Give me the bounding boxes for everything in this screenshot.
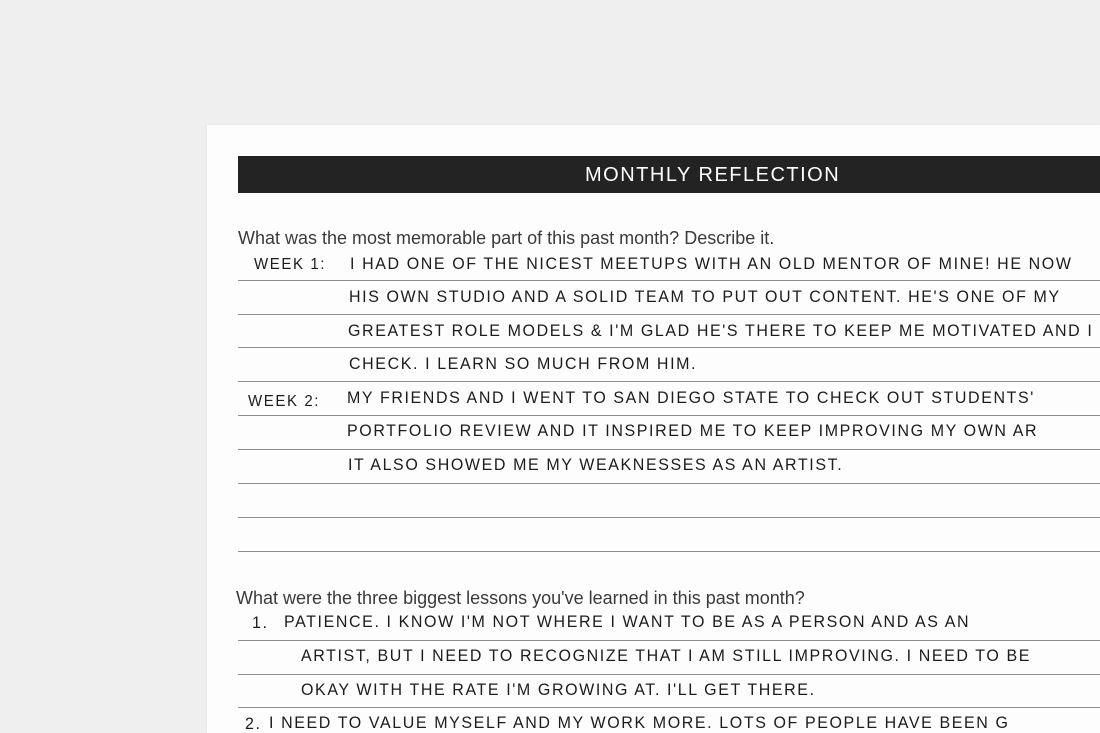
ruled-line	[238, 415, 1100, 416]
answer-line: PORTFOLIO REVIEW AND IT INSPIRED ME TO KEEP IMPROVING MY OWN AR	[347, 422, 1039, 441]
lesson-number: 2.	[245, 715, 262, 733]
answer-line: MY FRIENDS AND I WENT TO SAN DIEGO STATE TO CHECK OUT STUDENTS'	[347, 389, 1035, 408]
ruled-line	[238, 707, 1100, 708]
ruled-line	[238, 449, 1100, 450]
ruled-line	[238, 551, 1100, 552]
question-memorable: What was the most memorable part of this past month? Describe it.	[238, 228, 775, 248]
question-lessons: What were the three biggest lessons you've learned in this past month?	[236, 588, 805, 608]
answer-line: CHECK. I LEARN SO MUCH FROM HIM.	[349, 355, 698, 374]
answer-line: IT ALSO SHOWED ME MY WEAKNESSES AS AN ARTIST.	[348, 456, 844, 475]
ruled-line	[238, 483, 1100, 484]
answer-line: HIS OWN STUDIO AND A SOLID TEAM TO PUT OUT CONTENT. HE'S ONE OF MY	[349, 288, 1061, 307]
lesson-line: PATIENCE. I KNOW I'M NOT WHERE I WANT TO BE AS A PERSON AND AS AN	[284, 613, 971, 632]
title-banner	[238, 156, 1100, 193]
ruled-line	[238, 517, 1100, 518]
ruled-line	[238, 381, 1100, 382]
ruled-line	[238, 674, 1100, 675]
week-2-label: WEEK 2:	[248, 392, 321, 411]
lesson-line: ARTIST, BUT I NEED TO RECOGNIZE THAT I AM STILL IMPROVING. I NEED TO BE	[301, 647, 1032, 666]
answer-line: I HAD ONE OF THE NICEST MEETUPS WITH AN OLD MENTOR OF MINE! HE NOW	[350, 255, 1073, 274]
lesson-number: 1.	[252, 614, 269, 633]
reflection-worksheet	[207, 125, 1100, 733]
lesson-line: OKAY WITH THE RATE I'M GROWING AT. I'LL GET THERE.	[301, 681, 816, 700]
answer-line: GREATEST ROLE MODELS & I'M GLAD HE'S THERE TO KEEP ME MOTIVATED AND I	[348, 322, 1094, 341]
ruled-line	[238, 640, 1100, 641]
week-1-label: WEEK 1:	[254, 255, 327, 274]
lesson-line: I NEED TO VALUE MYSELF AND MY WORK MORE. LOTS OF PEOPLE HAVE BEEN G	[269, 714, 1010, 733]
page-title: MONTHLY REFLECTION	[585, 164, 841, 186]
ruled-line	[238, 314, 1100, 315]
ruled-line	[238, 280, 1100, 281]
ruled-line	[238, 347, 1100, 348]
